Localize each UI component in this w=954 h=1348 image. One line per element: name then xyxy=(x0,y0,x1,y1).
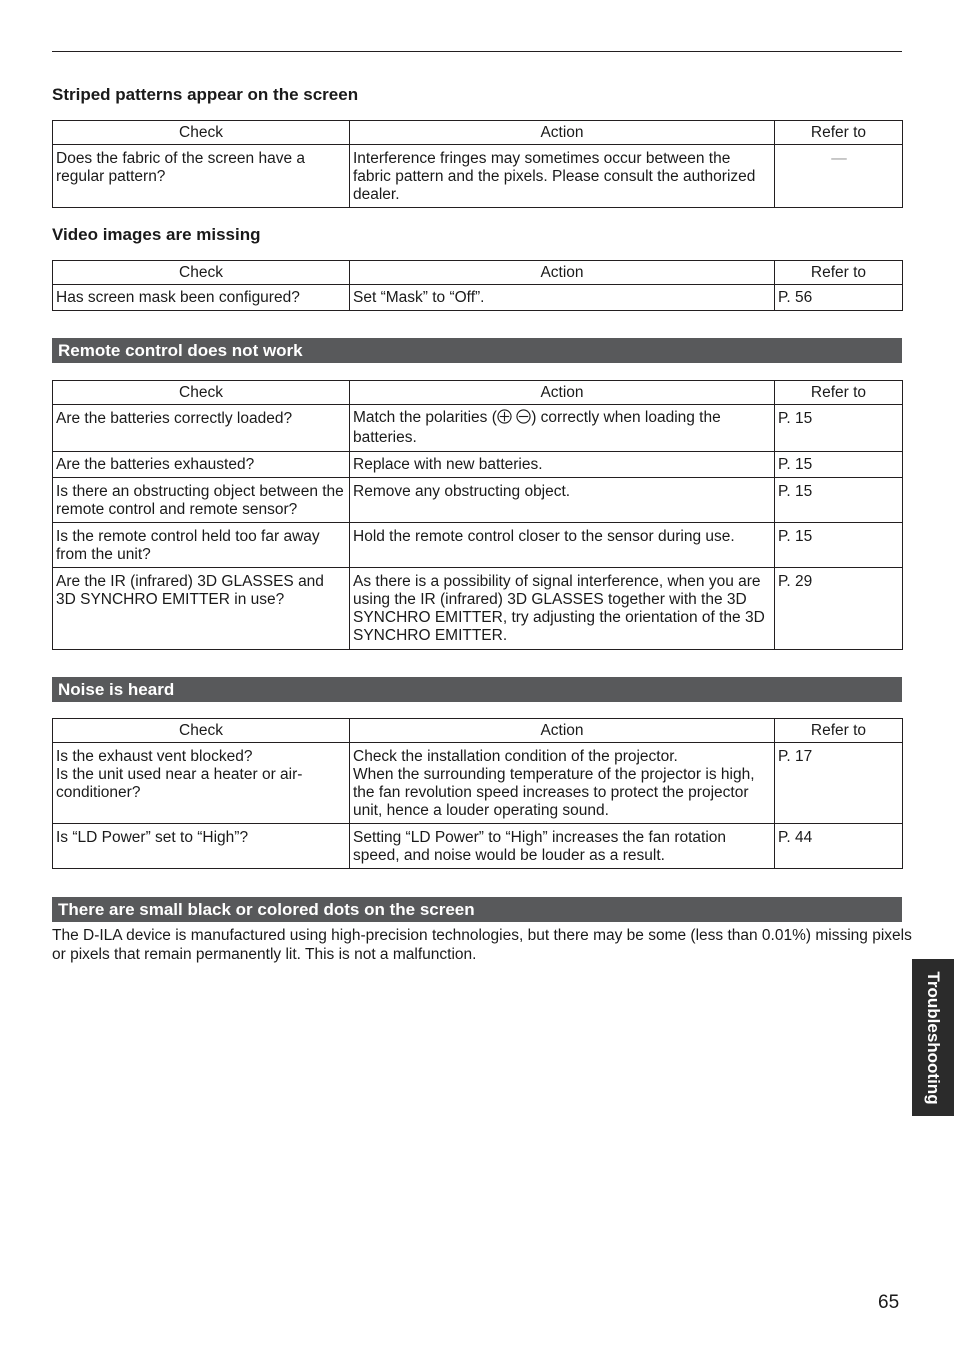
polarity-minus-icon xyxy=(516,409,531,424)
action-line: When the surrounding temperature of the projector is high, the fan revolution speed increases to protect the projector unit, hence a louder operating sound. xyxy=(353,766,755,819)
refer-cell: P. 44 xyxy=(775,824,903,869)
header-check: Check xyxy=(53,121,350,145)
table-video-missing xyxy=(52,260,903,311)
table-header-row xyxy=(53,381,903,405)
header-check: Check xyxy=(53,261,350,285)
side-tab-label: Troubleshooting xyxy=(924,970,943,1105)
header-action: Action xyxy=(350,121,775,145)
refer-cell: P. 29 xyxy=(775,568,903,650)
check-cell: Is “LD Power” set to “High”? xyxy=(53,824,350,869)
table-striped xyxy=(52,120,903,208)
action-cell: Setting “LD Power” to “High” increases the fan rotation speed, and noise would be louder as a result. xyxy=(350,824,775,869)
table-row xyxy=(53,478,903,523)
table-row xyxy=(53,405,903,452)
check-cell: Are the batteries correctly loaded? xyxy=(53,405,350,452)
table-row xyxy=(53,824,903,869)
refer-cell: P. 56 xyxy=(775,285,903,311)
page-number: 65 xyxy=(878,1292,900,1313)
section-title-video-missing: Video images are missing xyxy=(52,225,261,244)
table-header-row xyxy=(53,121,903,145)
action-cell: As there is a possibility of signal interference, when you are using the IR (infrared) 3D GLASSES together with the 3D SYNCHRO EMITTER, try adjusting the orientation of the 3D SYNCHRO EMITTER. xyxy=(350,568,775,650)
check-cell: Does the fabric of the screen have a regular pattern? xyxy=(53,145,350,208)
action-cell: Hold the remote control closer to the sensor during use. xyxy=(350,523,775,568)
check-line: Is the unit used near a heater or air-conditioner? xyxy=(56,766,303,801)
refer-cell: — xyxy=(775,145,903,208)
header-refer: Refer to xyxy=(775,719,903,743)
polarity-plus-icon xyxy=(497,409,512,424)
header-action: Action xyxy=(350,719,775,743)
header-check: Check xyxy=(53,719,350,743)
table-row xyxy=(53,285,903,311)
header-check: Check xyxy=(53,381,350,405)
check-line: Is the exhaust vent blocked? xyxy=(56,748,253,765)
side-tab xyxy=(912,959,954,1116)
check-cell: Are the batteries exhausted? xyxy=(53,452,350,478)
table-row xyxy=(53,523,903,568)
action-text-post: ) correctly when loading the batteries. xyxy=(353,409,721,446)
header-refer: Refer to xyxy=(775,261,903,285)
refer-cell: P. 15 xyxy=(775,452,903,478)
section-bar-remote: Remote control does not work xyxy=(52,338,902,363)
action-cell: Interference fringes may sometimes occur between the fabric pattern and the pixels. Please consult the authorized dealer. xyxy=(350,145,775,208)
header-refer: Refer to xyxy=(775,121,903,145)
action-cell xyxy=(350,743,775,824)
check-cell: Is the remote control held too far away from the unit? xyxy=(53,523,350,568)
action-cell xyxy=(350,405,775,452)
table-row xyxy=(53,568,903,650)
check-cell: Are the IR (infrared) 3D GLASSES and 3D SYNCHRO EMITTER in use? xyxy=(53,568,350,650)
table-row xyxy=(53,743,903,824)
table-remote xyxy=(52,380,903,650)
table-header-row xyxy=(53,719,903,743)
dots-paragraph: The D-ILA device is manufactured using high-precision technologies, but there may be some (less than 0.01%) missing pixels or pixels that remain permanently lit. This is not a malfunction. xyxy=(52,927,912,963)
refer-cell: P. 15 xyxy=(775,405,903,452)
check-cell: Is there an obstructing object between the remote control and remote sensor? xyxy=(53,478,350,523)
table-noise xyxy=(52,718,903,869)
check-cell xyxy=(53,743,350,824)
action-line: Check the installation condition of the projector. xyxy=(353,748,678,765)
action-cell: Set “Mask” to “Off”. xyxy=(350,285,775,311)
header-refer: Refer to xyxy=(775,381,903,405)
table-row xyxy=(53,452,903,478)
top-rule xyxy=(52,51,902,52)
action-text-pre: Match the polarities ( xyxy=(353,409,497,426)
refer-cell: P. 15 xyxy=(775,478,903,523)
check-cell: Has screen mask been configured? xyxy=(53,285,350,311)
refer-cell: P. 17 xyxy=(775,743,903,824)
table-header-row xyxy=(53,261,903,285)
action-cell: Remove any obstructing object. xyxy=(350,478,775,523)
header-action: Action xyxy=(350,381,775,405)
section-title-striped: Striped patterns appear on the screen xyxy=(52,85,359,104)
section-bar-dots: There are small black or colored dots on the screen xyxy=(52,897,902,922)
action-cell: Replace with new batteries. xyxy=(350,452,775,478)
header-action: Action xyxy=(350,261,775,285)
section-bar-noise: Noise is heard xyxy=(52,677,902,702)
refer-cell: P. 15 xyxy=(775,523,903,568)
table-row xyxy=(53,145,903,208)
